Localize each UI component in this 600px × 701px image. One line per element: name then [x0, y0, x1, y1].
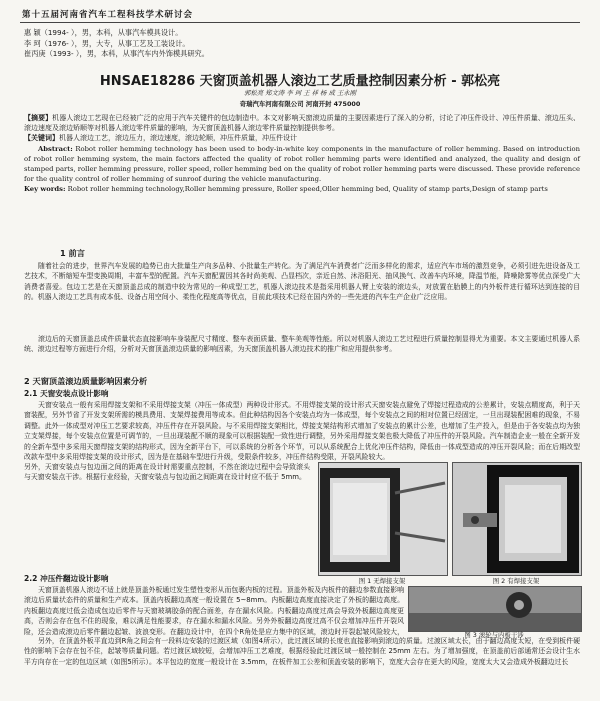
figure-drawing [453, 463, 581, 575]
keywords-en-text: Robot roller hemming technology,Roller hemming pressure, Roller speed,Oller hemming bed, Quality of stamp parts,Design of stamp parts [67, 185, 548, 194]
author-note: 李 珂（1976- ），男，大专，从事工艺及工装设计。 [24, 38, 190, 48]
abstract-en [24, 144, 580, 185]
figure-drawing [319, 463, 447, 575]
author-note: 惠 颖（1994- ），男，本科，从事汽车模具设计。 [24, 28, 183, 37]
abstract-en-text: Robot roller hemming technology has been used to body-in-white key components in the manufacture of roller hemming. Based on introduction of robot roller hemming system, the main factors affected the quality of robot roller hemming parts were identified and analyzed, the quality and design of stamped parts, roller hemming pressure, roller speed, roller hemming bed on the quality of robot roller hemming parts were discussed. These provide reference for the quality control of roller hemming of sunroof during the vehicle manufacturing. [24, 144, 580, 184]
figure-image-interference [408, 586, 582, 632]
abstract-en-label: Abstract: [38, 144, 73, 153]
body-paragraph: 天窗安装点一般有采用焊接支架和不采用焊接支架（冲压一体成型）两种设计形式。不用焊接支架的设计形式天窗安装点避免了焊接过程造成的公差累计，安装点精度高，利于天窗装配，另外节省了开发支架所需的模具费用、支架焊接费用等成本。但此种结构因各个安装点均为一体成型，每个安装点之间的相对位置已经固定，一旦出现装配困难的现象，不易调整。此外一体成型对冲压工艺要求较高，冲压件存在开裂风险。与不采用焊接支架相比，焊接支架结构形式增加了安装点的累计公差，也增加了生产投入，但是由于各安装点均为独立支架焊接，每个安装点位置是可调节的，一旦出现装配不顺的现象可以根据装配一致性进行调整，另外采用焊接支架也极大降低了冲压件的开裂风险。汽车制造企业一般在全新开发的全新车型中多采用天窗焊接支架的结构形式，因为全新平台下，可以系统的分析各个环节，可以从系统配合上优化冲压件结构，降低由一体成型造成的冲压开裂风险；而在后期改型改款车型中多采用焊接支架的设计形式，因为是在基础车型进行升级，受限条件较多，冲压件结构受限，开裂风险较大。 [24, 401, 580, 462]
running-header: 第十五届河南省汽车工程科技学术研讨会 [22, 10, 194, 20]
figure-caption: 图 3 滚轮与内板干涉 [464, 631, 524, 639]
body-paragraph: 另外，在顶盖外板平直边到R角之间会有一段料边安装的过渡区域（如图4所示），此过渡区域的长度也直接影响到滚边的质量。过渡区域太长，由于翻边高度太短，在受到板件硬性的影响下会存在包不住，起皱等质量问题。若过渡区域较短，会增加冲压工艺难度，根据经验此过渡区域一般控制在 25mm 左右。为了增加强度，在顶盖前后部通常还会设计生水平方向存在一定的包边区域（如图5所示）。本平包边的宽度一般设计在 3.5mm，在板件加工公差和顶盖安装的影响下，宽度大会存在更大的风险，宽度太大又会造成外板翻边过长 [24, 637, 580, 666]
abstract-label: 【摘要】 [24, 114, 53, 122]
keywords-label: 【关键词】 [24, 134, 59, 143]
abstract-text: 机器人滚边工艺现在已经被广泛的应用于汽车关键件的包边制造中。本文对影响天窗滚边质量的主要因素进行了深入的分析，讨论了冲压件设计、冲压件质量、滚边压头、滚边速度及滚边矫顺等对机器人滚边零件质量的影响，为天窗顶盖机器人滚边零件质量控制提供参考。 [24, 114, 581, 133]
subsection-heading: 2.1 天窗安装点设计影响 [24, 389, 109, 398]
keywords-text: 机器人滚边工艺，滚边压力，滚边速度，滚边轮顺，冲压件质量，冲压件设计 [59, 134, 297, 143]
figure-caption: 图 1 无焊接支架 [358, 577, 406, 585]
author-names: 郭松亮 郑文涛 李 珂 王 祥 杨 成 王永刚 [243, 89, 357, 97]
section-heading-factors: 2 天窗顶盖滚边质量影响因素分析 [24, 376, 148, 386]
author-note: 崔丙庚（1993- ），男，本科，从事汽车内外饰模具研究。 [24, 49, 209, 58]
body-paragraph-column: 另外，天窗安装点与包边面之间的距离在设计时需要重点控制，不然在滚边过程中会导致滚头与天窗安装点干涉。根据行业经验，天窗安装点与包边面之间距离在设计时应不低于 5mm。 [24, 463, 310, 482]
keywords-en [24, 184, 580, 194]
figure-caption: 图 2 有焊接支架 [492, 577, 540, 585]
paper-title: HNSAE18286 天窗顶盖机器人滚边工艺质量控制因素分析 - 郭松亮 [99, 74, 501, 89]
affiliation: 奇瑞汽车河南有限公司 河南开封 475000 [239, 100, 361, 108]
body-paragraph: 天窗顶盖机器人滚边不适上就是顶盖外板通过发生塑性变形从而包裹内板的过程。顶盖外板及内板件的翻边参数直接影响滚边后质量状态件的质量和生产成本。顶盖内板翻边高度一般设置在 5~8mm。内板翻边高度直接决定了外板的翻边高度。内板翻边高度过低会造成包边后零件与天窗玻璃胶条的配合面差，存在漏水风险。内板翻边高度过高会导致外板翻边高度更高，否则会存在包不住的现象，难以满足性能要求，存在漏水和漏水风险。另外外板翻边高度过高不仅会增加冲压件开裂风险，还会造成滚边后零件翻边起皱、波浪变形。在翻边设计中，在四个R角处是应力集中的区域，滚边时开裂起皱风险较大， [24, 586, 404, 636]
figure-image-with-bracket [452, 462, 582, 576]
keywords-en-label: Key words: [24, 185, 66, 194]
subsection-heading: 2.2 冲压件翻边设计影响 [24, 574, 109, 583]
byline [0, 88, 600, 110]
section-heading-intro: 1 前言 [60, 248, 85, 258]
keywords-cn [24, 133, 580, 143]
figure-image-no-bracket [318, 462, 448, 576]
figure-drawing [409, 587, 581, 631]
abstract-block [24, 113, 580, 195]
author-notes [24, 28, 209, 60]
intro-paragraph: 随着社会的进步，世界汽车发展的趋势已由大批量生产向多品种、小批量生产转化。为了满足汽车消费者广泛而多样化的需求，适应汽车市场的激烈竞争，必须引进先进设备及工艺技术，不断缩短车型变换周期，丰富车型的配置。汽车天窗配置因其各时尚美观、凸显档次，亲近自然、沐浴阳光、抽风换气、改善车内环境，降温节能，降噪除雾等优点深受广大消费者喜爱。包边工艺是在天窗顶盖总成的制造中较为常见的一种成型工艺，机器人滚边技术是指采用机器人臂上安装的滚边头，对放置在胎膜上的内外板件进行循环达到连接的目的。机器人滚边工艺具有成本低、设备占用空间小、柔性化程度高等优点，目前此项技术已经在国内外的一些先进的汽车生产企业广泛应用。 [24, 262, 580, 302]
header-rule [20, 22, 580, 23]
intro-paragraph: 滚边后的天窗顶盖总成件质量状态直接影响车身装配尺寸精度、整车表面质量、整车美观等性能。所以对机器人滚边工艺过程进行质量控制显得尤为重要。本文主要通过机器人系统、滚边过程等方面进行介绍，分析对天窗顶盖滚边质量的影响因素，为天窗顶盖机器人滚边技术的推广和应用提供参考。 [24, 335, 580, 354]
abstract-cn [24, 113, 580, 133]
